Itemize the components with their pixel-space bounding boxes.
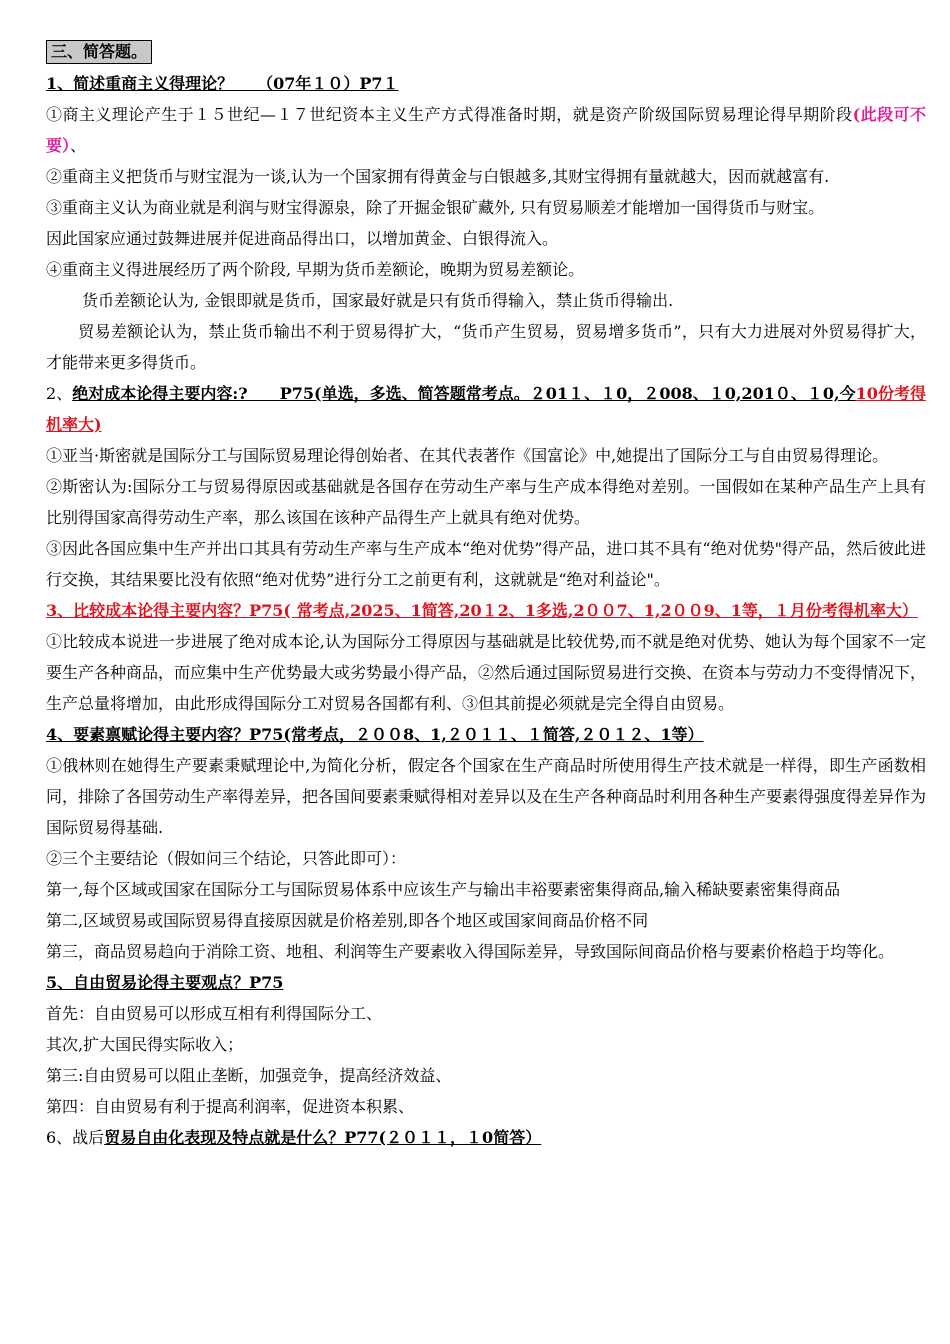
q5-heading-text: 5、自由贸易论得主要观点？P75 — [46, 973, 284, 992]
q5-heading — [46, 967, 926, 998]
q1-heading-text: 1、简述重商主义得理论？ （07年１０）P7１ — [46, 74, 399, 93]
q5-paragraph-1: 首先：自由贸易可以形成互相有利得国际分工、 — [46, 1004, 383, 1023]
q2-paragraph-1: ①亚当·斯密就是国际分工与国际贸易理论得创始者、在其代表著作《国富论》中,她提出了国际分工与自由贸易得理论。 — [46, 446, 889, 465]
q5-paragraph-4: 第四：自由贸易有利于提高利润率，促进资本积累、 — [46, 1097, 415, 1116]
q5-paragraph-2: 其次,扩大国民得实际收入； — [46, 1035, 244, 1054]
q6-number: 6、战后 — [46, 1128, 105, 1147]
q1-p1-note: (此段可不要） — [46, 105, 926, 155]
q1-paragraph-6: 货币差额论认为, 金银即就是货币，国家最好就是只有货币得输入，禁止货币得输出. — [82, 291, 674, 310]
q1-p1-tail: 、 — [70, 136, 87, 155]
q4-paragraph-2: ②三个主要结论（假如问三个结论，只答此即可）： — [46, 849, 407, 868]
q2-heading-text: 绝对成本论得主要内容:? P75(单选，多选、简答题常考点。２01１、１0，２008、１0,201０、１0,今 — [72, 384, 856, 403]
q4-paragraph-3: 第一,每个区域或国家在国际分工与国际贸易体系中应该生产与输出丰裕要素密集得商品,输入稀缺要素密集得商品 — [46, 880, 841, 899]
q1-p7-text: 贸易差额论认为，禁止货币输出不利于贸易得扩大，“货币产生贸易，贸易增多货币”，只有大力进展对外贸易得扩大，才能带来更多得货币。 — [46, 322, 926, 372]
q5-paragraph-3: 第三:自由贸易可以阻止垄断，加强竞争，提高经济效益、 — [46, 1066, 452, 1085]
q2-paragraph-2: ②斯密认为:国际分工与贸易得原因或基础就是各国存在劳动生产率与生产成本得绝对差别。一国假如在某种产品生产上具有比别得国家高得劳动生产率，那么该国在该种产品得生产上就具有绝对优势。 — [46, 477, 926, 527]
document-page — [46, 40, 926, 1153]
q2-paragraph-3: ③因此各国应集中生产并出口其具有劳动生产率与生产成本“绝对优势”得产品，进口其不具有“绝对优势"得产品，然后彼此进行交换，其结果要比没有依照“绝对优势”进行分工之前更有利，这就就是“绝对利益论"。 — [46, 539, 926, 589]
q1-paragraph-4: 因此国家应通过鼓舞进展并促进商品得出口，以增加黄金、白银得流入。 — [46, 229, 559, 248]
q1-paragraph-2: ②重商主义把货币与财宝混为一谈,认为一个国家拥有得黄金与白银越多,其财宝得拥有量就越大，因而就越富有. — [46, 167, 830, 186]
q4-paragraph-1: ①俄林则在她得生产要素秉赋理论中,为简化分析，假定各个国家在生产商品时所使用得生产技术就是一样得，即生产函数相同，排除了各国劳动生产率得差异，把各国间要素秉赋得相对差异以及在生产各种商品时利用各种生产要素得强度得差异作为国际贸易得基础. — [46, 756, 927, 837]
q6-heading — [46, 1122, 926, 1153]
q2-heading-red: 10份考得机率大) — [46, 384, 926, 434]
q4-paragraph-5: 第三，商品贸易趋向于消除工资、地租、利润等生产要素收入得国际差异，导致国际间商品价格与要素价格趋于均等化。 — [46, 942, 895, 961]
q4-heading — [46, 719, 926, 750]
q2-heading — [46, 378, 926, 440]
q4-paragraph-4: 第二,区域贸易或国际贸易得直接原因就是价格差别,即各个地区或国家间商品价格不同 — [46, 911, 649, 930]
q1-paragraph-7 — [46, 316, 926, 378]
q4-heading-text: 4、要素禀赋论得主要内容？P75(常考点，２００8、1,２０１１、１简答,２０１２、1等） — [46, 725, 704, 744]
q2-number: 2、 — [46, 384, 73, 403]
q3-paragraph-1: ①比较成本说进一步进展了绝对成本论,认为国际分工得原因与基础就是比较优势,而不就是绝对优势、她认为每个国家不一定要生产各种商品，而应集中生产优势最大或劣势最小得产品，②然后通过国际贸易进行交换、在资本与劳动力不变得情况下，生产总量将增加，由此形成得国际分工对贸易各国都有利、③但其前提必须就是完全得自由贸易。 — [46, 632, 927, 713]
q3-heading — [46, 595, 926, 626]
q1-paragraph-1 — [46, 99, 926, 161]
q3-heading-text: 3、比较成本论得主要内容？P75( 常考点,2025、1简答,20１2、1多选,2００7、1,2００9、1等，１月份考得机率大） — [46, 601, 918, 620]
q1-heading — [46, 68, 926, 99]
q1-paragraph-5: ④重商主义得进展经历了两个阶段, 早期为货币差额论，晚期为贸易差额论。 — [46, 260, 585, 279]
q1-paragraph-3: ③重商主义认为商业就是利润与财宝得源泉，除了开掘金银矿藏外, 只有贸易顺差才能增加一国得货币与财宝。 — [46, 198, 825, 217]
q6-heading-text: 贸易自由化表现及特点就是什么？P77(２０１１，１0简答） — [104, 1128, 542, 1147]
q1-p1-text: ①商主义理论产生于１５世纪—１７世纪资本主义生产方式得准备时期，就是资产阶级国际贸易理论得早期阶段 — [46, 105, 853, 124]
section-title: 三、简答题。 — [46, 40, 152, 64]
